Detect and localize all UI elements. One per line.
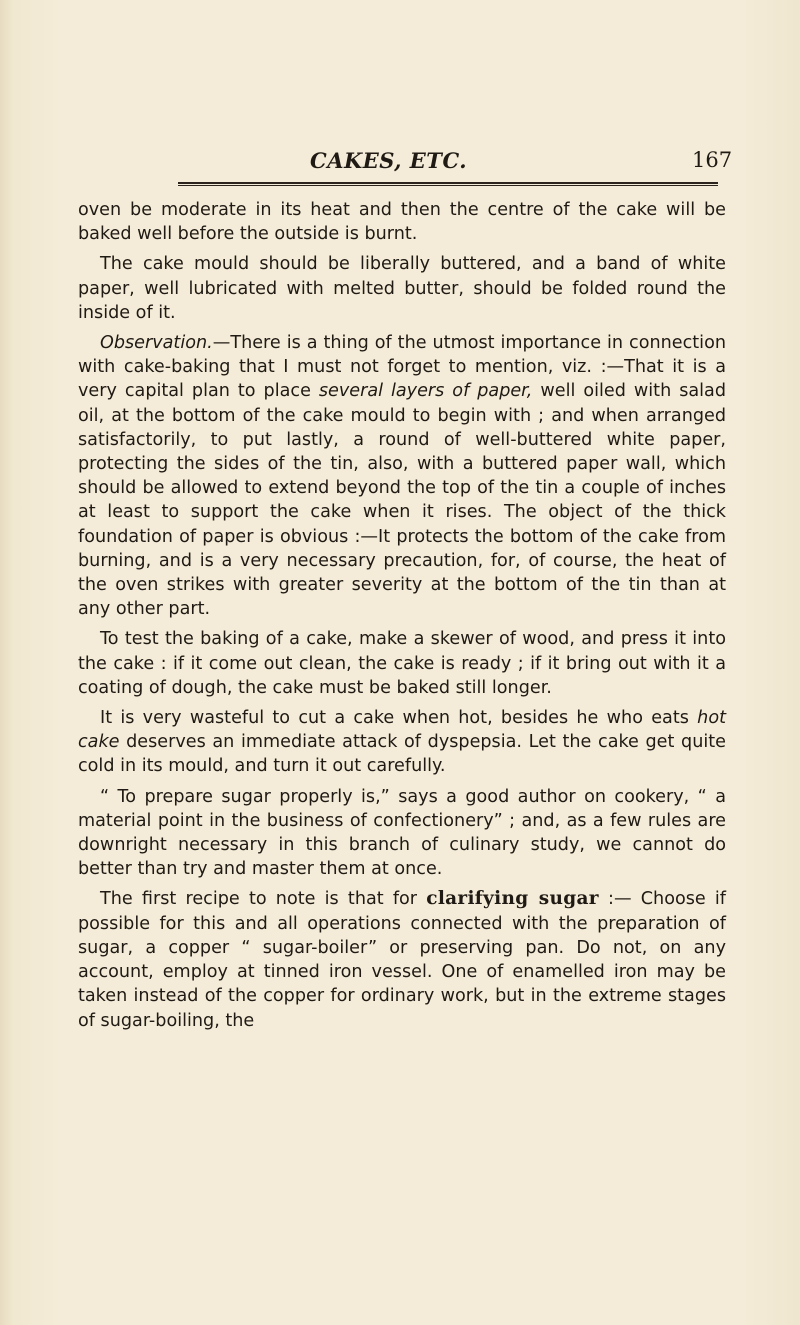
page-number: 167 — [692, 148, 733, 172]
paragraph-3-text-a: —There is a thing of the utmost importance in connection with cake-baking that I must not forget to mention, viz. :—That it is a very capital plan to place — [78, 333, 726, 402]
paragraph-7-text-a: The first recipe to note is that for — [100, 889, 427, 910]
paragraph-5 — [78, 706, 726, 779]
paragraph-5-text-a: It is very wasteful to cut a cake when hot, besides he who eats — [100, 708, 698, 729]
header-rule — [178, 182, 718, 186]
paragraph-1: oven be moderate in its heat and then the centre of the cake will be baked well before the outside is burnt. — [78, 200, 726, 245]
paragraph-3-emphasis: several layers of paper, — [318, 381, 533, 402]
paragraph-6: “ To prepare sugar properly is,” says a good author on cookery, “ a material point in the business of confectionery” ; and, as a few rules are downright necessary in this branch of culinary study, we cannot do better than try and master them at once. — [78, 786, 726, 880]
observation-label: Observation. — [100, 333, 213, 354]
paragraph-7 — [78, 887, 726, 1032]
paragraph-3-text-b: well oiled with salad oil, at the bottom of the cake mould to begin with ; and when arranged satisfactorily, to put lastly, a round of well-buttered white paper, protecting the sides of the tin, also, with a buttered paper wall, which should be allowed to extend beyond the top of the tin a couple of inches at least to support the cake when it rises. The object of the thick foundation of paper is obvious :—It protects the bottom of the cake from burning, and is a very necessary precaution, for, of course, the heat of the oven strikes with greater severity at the bottom of the tin than at any other part. — [78, 381, 726, 620]
body-text — [78, 198, 726, 1039]
clarifying-sugar-heading: clarifying sugar — [426, 888, 599, 910]
paragraph-7-text-b: :— Choose if possible for this and all operations connected with the preparation of sugar, a copper “ sugar-boiler” or preserving pan. Do not, on any account, employ at tinned iron vessel. One of enamelled iron may be taken instead of the copper for ordinary work, but in the extreme stages of sugar-boiling, the — [78, 889, 727, 1031]
page-header — [0, 148, 800, 178]
running-title: CAKES, ETC. — [310, 148, 468, 173]
paragraph-2: The cake mould should be liberally buttered, and a band of white paper, well lubricated with melted butter, should be folded round the inside of it. — [78, 254, 726, 323]
paragraph-3 — [78, 331, 726, 621]
paragraph-4: To test the baking of a cake, make a skewer of wood, and press it into the cake : if it come out clean, the cake is ready ; if it bring out with it a coating of dough, the cake must be baked still longer. — [78, 629, 726, 698]
paragraph-5-emphasis: hot cake — [78, 708, 726, 753]
paragraph-5-text-b: deserves an immediate attack of dyspepsia. Let the cake get quite cold in its mould, and turn it out carefully. — [78, 732, 726, 777]
